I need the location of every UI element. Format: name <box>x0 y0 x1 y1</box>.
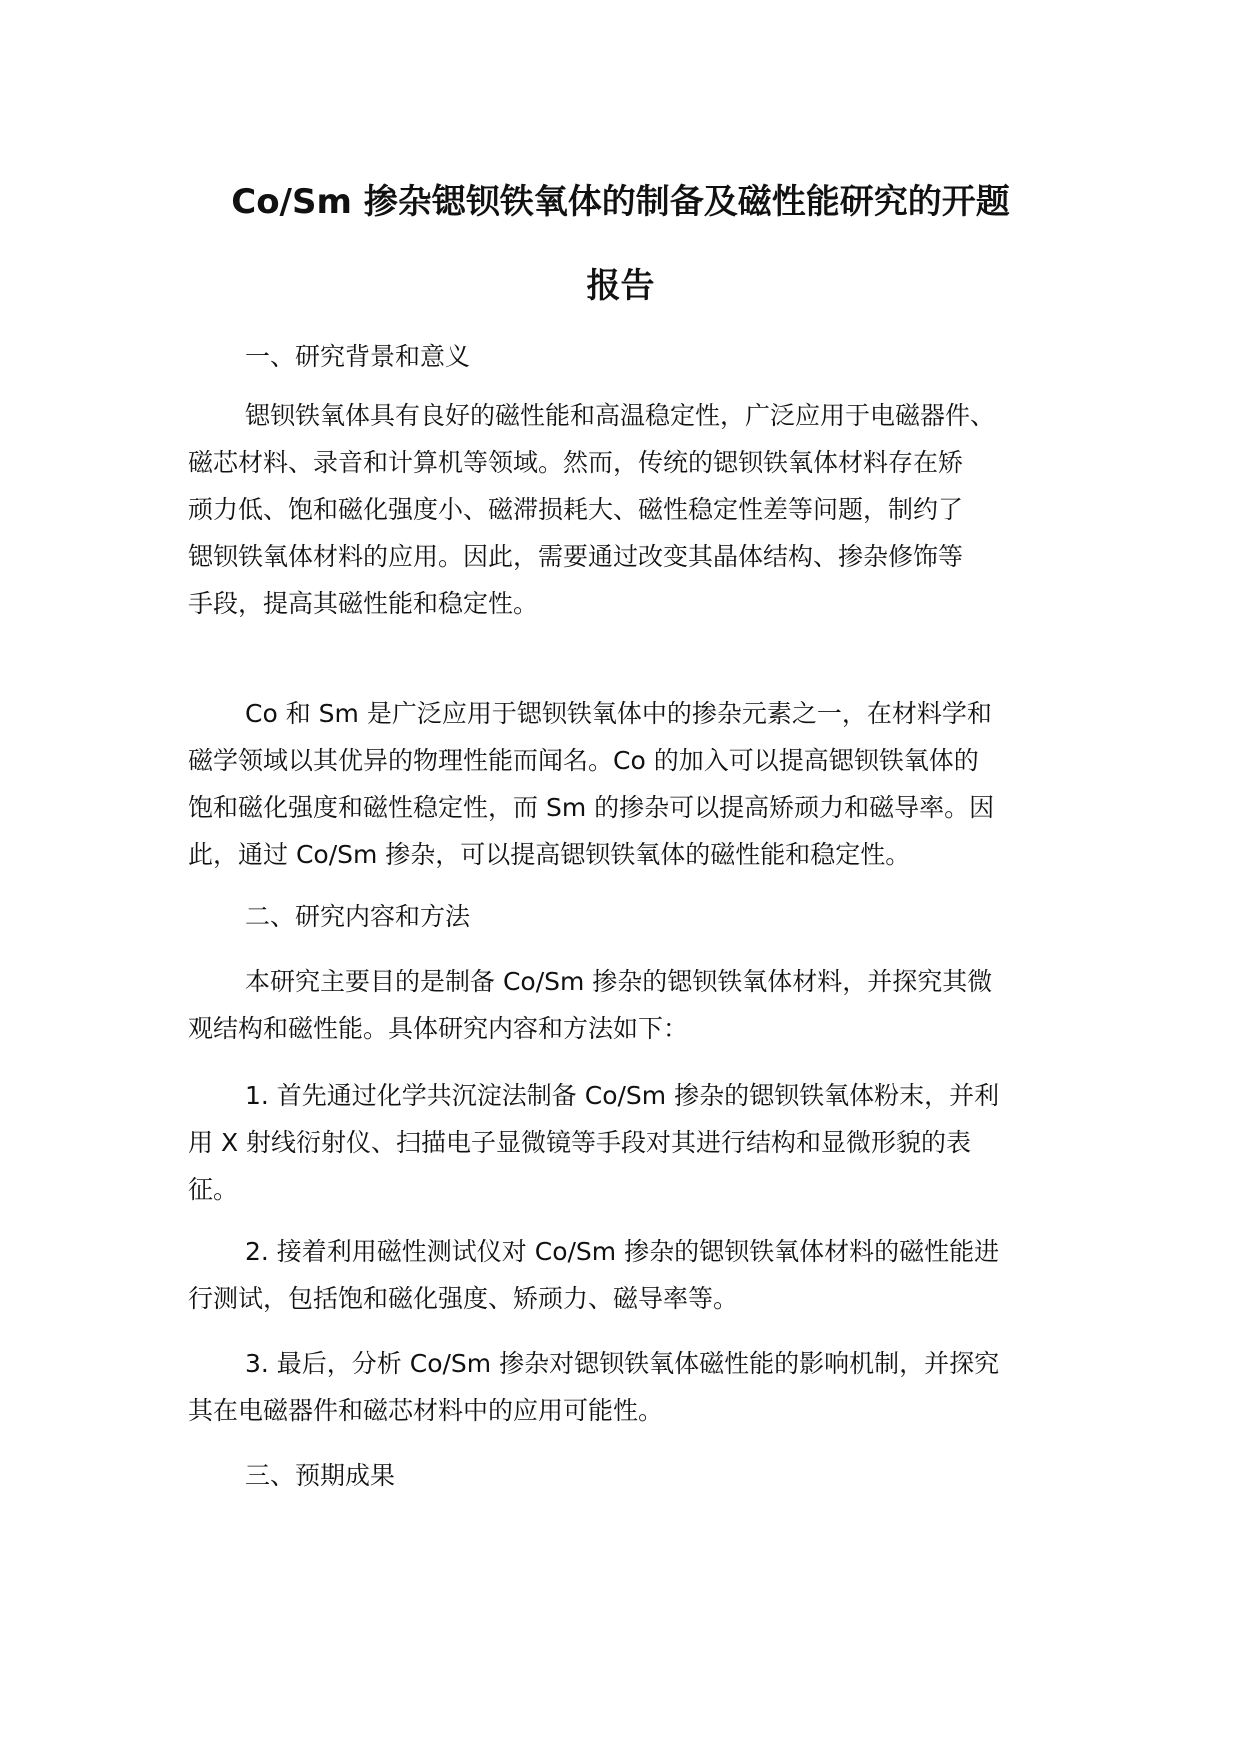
document-title-line-2: 报告 <box>586 266 655 306</box>
methods-item-3: 3. 最后，分析 Co/Sm 掺杂对锶钡铁氧体磁性能的影响机制，并探究 其在电磁器件和磁芯材料中的应用可能性。 <box>188 1349 1000 1425</box>
section-heading-expected-results: 三、预期成果 <box>245 1461 396 1490</box>
section-heading-background: 一、研究背景和意义 <box>245 342 471 371</box>
paragraph-background-2: Co 和 Sm 是广泛应用于锶钡铁氧体中的掺杂元素之一，在材料学和 磁学领域以其优异的物理性能而闻名。Co 的加入可以提高锶钡铁氧体的 饱和磁化强度和磁性稳定性，而 Sm 的掺杂可以提高矫顽力和磁导率。因 此，通过 Co/Sm 掺杂，可以提高锶钡铁氧体的磁性能和稳定性。 <box>188 699 995 869</box>
methods-item-2: 2. 接着利用磁性测试仪对 Co/Sm 掺杂的锶钡铁氧体材料的磁性能进 行测试，包括饱和磁化强度、矫顽力、磁导率等。 <box>188 1237 1000 1313</box>
paragraph-methods-intro: 本研究主要目的是制备 Co/Sm 掺杂的锶钡铁氧体材料，并探究其微 观结构和磁性能。具体研究内容和方法如下： <box>188 967 993 1043</box>
section-heading-content-methods: 二、研究内容和方法 <box>245 902 471 931</box>
methods-item-1: 1. 首先通过化学共沉淀法制备 Co/Sm 掺杂的锶钡铁氧体粉末，并利 用 X 射线衍射仪、扫描电子显微镜等手段对其进行结构和显微形貌的表 征。 <box>188 1081 1000 1204</box>
document-title-line-1: Co/Sm 掺杂锶钡铁氧体的制备及磁性能研究的开题 <box>231 182 1010 222</box>
paragraph-background-1: 锶钡铁氧体具有良好的磁性能和高温稳定性，广泛应用于电磁器件、 磁芯材料、录音和计算机等领域。然而，传统的锶钡铁氧体材料存在矫 顽力低、饱和磁化强度小、磁滞损耗大、磁性稳定性差等问题，制约了 锶钡铁氧体材料的应用。因此，需要通过改变其晶体结构、掺杂修饰等 手段，提高其磁性能和稳定性。 <box>188 401 996 618</box>
